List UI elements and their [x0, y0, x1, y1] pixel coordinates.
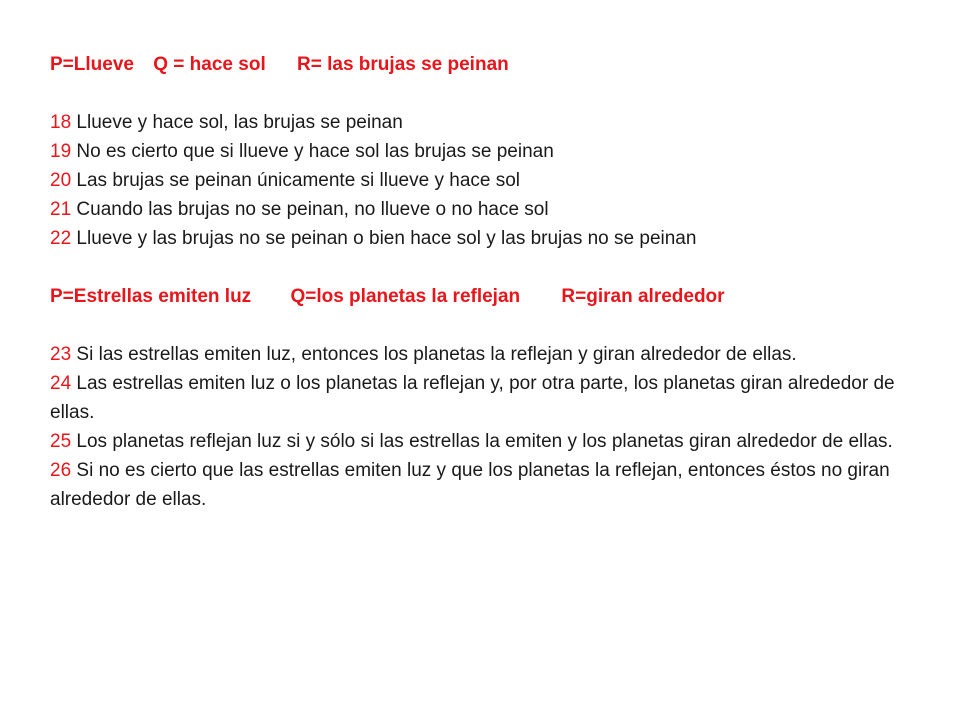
exercise-text: No es cierto que si llueve y hace sol las brujas se peinan [71, 141, 554, 162]
exercise-number: 18 [50, 112, 72, 133]
exercise-item [50, 369, 930, 427]
exercise-text: Llueve y las brujas no se peinan o bien hace sol y las brujas no se peinan [71, 228, 697, 249]
exercise-text: Los planetas reflejan luz si y sólo si las estrellas la emiten y los planetas giran alrededor de ellas. [71, 431, 893, 452]
exercise-text: Las brujas se peinan únicamente si llueve y hace sol [71, 170, 521, 191]
exercise-item [50, 195, 930, 224]
exercise-number: 19 [50, 141, 72, 162]
exercise-number: 23 [50, 344, 72, 365]
spacer [50, 311, 930, 340]
exercise-item [50, 224, 930, 253]
definition-r: R= las brujas se peinan [297, 54, 509, 75]
exercise-number: 22 [50, 228, 72, 249]
exercise-number: 24 [50, 373, 72, 394]
exercise-text: Llueve y hace sol, las brujas se peinan [71, 112, 403, 133]
definition-r: R=giran alrededor [561, 286, 725, 307]
exercise-number: 21 [50, 199, 72, 220]
exercise-number: 26 [50, 460, 72, 481]
spacer [50, 79, 930, 108]
definitions-group-1 [50, 50, 930, 79]
definition-q: Q=los planetas la reflejan [290, 286, 521, 307]
definition-p: P=Llueve [50, 54, 134, 75]
exercise-number: 25 [50, 431, 72, 452]
exercise-number: 20 [50, 170, 72, 191]
exercise-text: Si las estrellas emiten luz, entonces los planetas la reflejan y giran alrededor de ellas. [71, 344, 797, 365]
spacer [50, 253, 930, 282]
exercise-item [50, 456, 930, 514]
definitions-group-2 [50, 282, 930, 311]
exercise-item [50, 166, 930, 195]
exercise-text: Las estrellas emiten luz o los planetas la reflejan y, por otra parte, los planetas giran alrededor de ellas. [50, 373, 895, 423]
exercise-text: Si no es cierto que las estrellas emiten luz y que los planetas la reflejan, entonces éstos no giran alrededor de ellas. [50, 460, 890, 510]
definition-p: P=Estrellas emiten luz [50, 286, 252, 307]
definition-q: Q = hace sol [153, 54, 266, 75]
exercise-item [50, 137, 930, 166]
exercise-item [50, 340, 930, 369]
exercise-item [50, 108, 930, 137]
exercise-item [50, 427, 930, 456]
slide-content [50, 50, 930, 514]
exercise-text: Cuando las brujas no se peinan, no llueve o no hace sol [71, 199, 549, 220]
